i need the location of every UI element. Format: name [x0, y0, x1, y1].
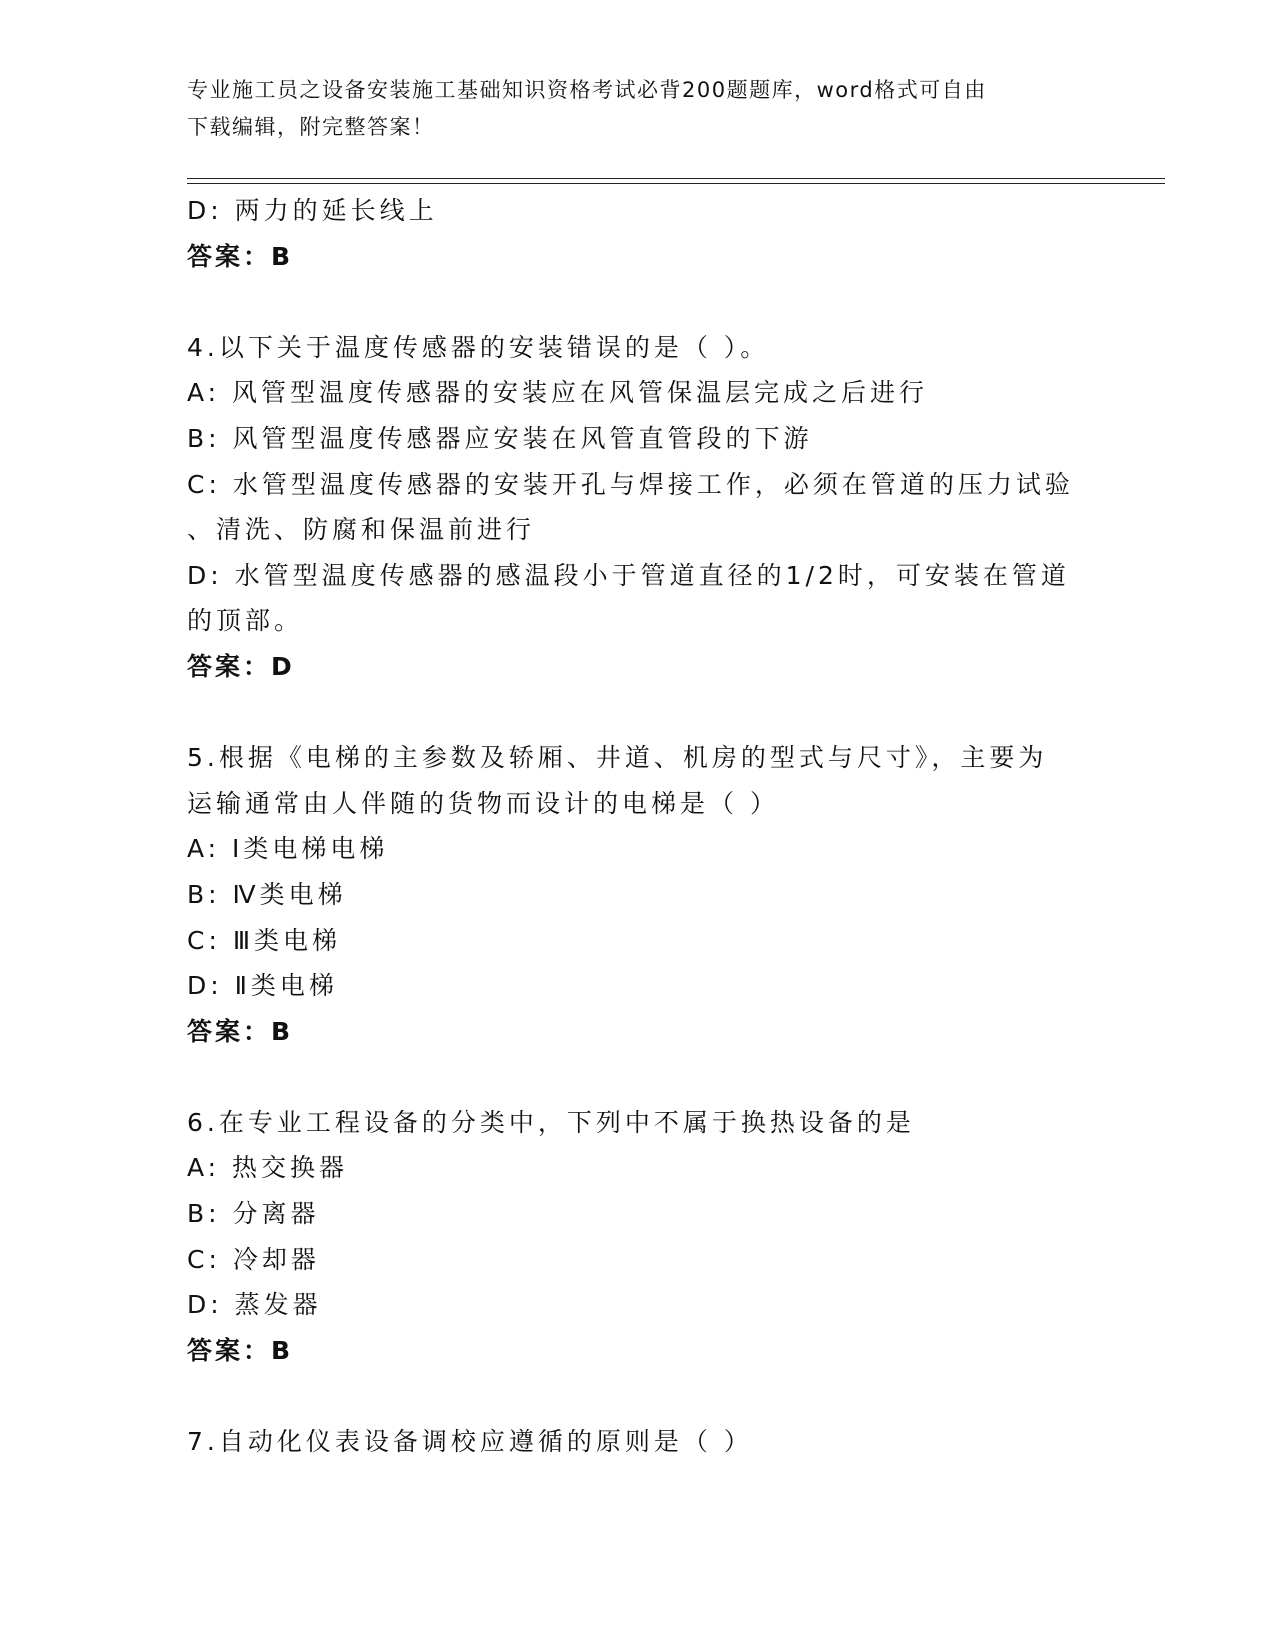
question-text: 6.在专业工程设备的分类中，下列中不属于换热设备的是: [187, 1107, 915, 1137]
option-d: D: 两力的延长线上: [187, 196, 438, 225]
option-c-continued: 、清洗、防腐和保温前进行: [187, 515, 536, 545]
question-text: 5.根据《电梯的主参数及轿厢、井道、机房的型式与尺寸》，主要为: [187, 743, 1048, 773]
option-a: A: 热交换器: [187, 1153, 349, 1183]
option-c: C: 水管型温度传感器的安装开孔与焊接工作，必须在管道的压力试验: [187, 469, 1074, 499]
question-5: [187, 735, 1087, 1054]
answer-line: 答案：D: [187, 651, 295, 681]
option-d: D: 蒸发器: [187, 1290, 322, 1320]
option-d-continued: 的顶部。: [187, 606, 304, 636]
question-3-tail: [187, 188, 1087, 279]
question-text: 4.以下关于温度传感器的安装错误的是（ ）。: [187, 332, 770, 362]
answer-line: 答案：B: [187, 241, 294, 271]
header-divider-bottom: [187, 183, 1165, 184]
question-4: [187, 325, 1087, 690]
answer-line: 答案：B: [187, 1016, 294, 1046]
option-d: D: Ⅱ类电梯: [187, 971, 338, 1001]
spacer: [187, 279, 1087, 325]
option-b: B: 分离器: [187, 1199, 320, 1229]
header-line-1: 专业施工员之设备安装施工基础知识资格考试必背200题题库，word格式可自由: [187, 78, 987, 102]
header-line-2: 下载编辑，附完整答案！: [187, 115, 435, 139]
option-d: D: 水管型温度传感器的感温段小于管道直径的1/2时，可安装在管道: [187, 560, 1070, 590]
question-text-continued: 运输通常由人伴随的货物而设计的电梯是（ ）: [187, 788, 779, 818]
spacer: [187, 1054, 1087, 1100]
question-content: [187, 188, 1087, 1465]
option-a: A: 风管型温度传感器的安装应在风管保温层完成之后进行: [187, 378, 929, 408]
spacer: [187, 1373, 1087, 1419]
option-a: A: Ⅰ类电梯电梯: [187, 834, 389, 864]
option-b: B: Ⅳ类电梯: [187, 879, 347, 909]
option-c: C: 冷却器: [187, 1244, 320, 1274]
document-header: [187, 72, 1087, 146]
spacer: [187, 690, 1087, 736]
option-c: C: Ⅲ类电梯: [187, 925, 342, 955]
header-divider-top: [187, 178, 1165, 179]
question-6: [187, 1100, 1087, 1374]
question-text: 7.自动化仪表设备调校应遵循的原则是（ ）: [187, 1427, 753, 1457]
question-7: [187, 1419, 1087, 1465]
option-b: B: 风管型温度传感器应安装在风管直管段的下游: [187, 423, 813, 453]
answer-line: 答案：B: [187, 1335, 294, 1365]
